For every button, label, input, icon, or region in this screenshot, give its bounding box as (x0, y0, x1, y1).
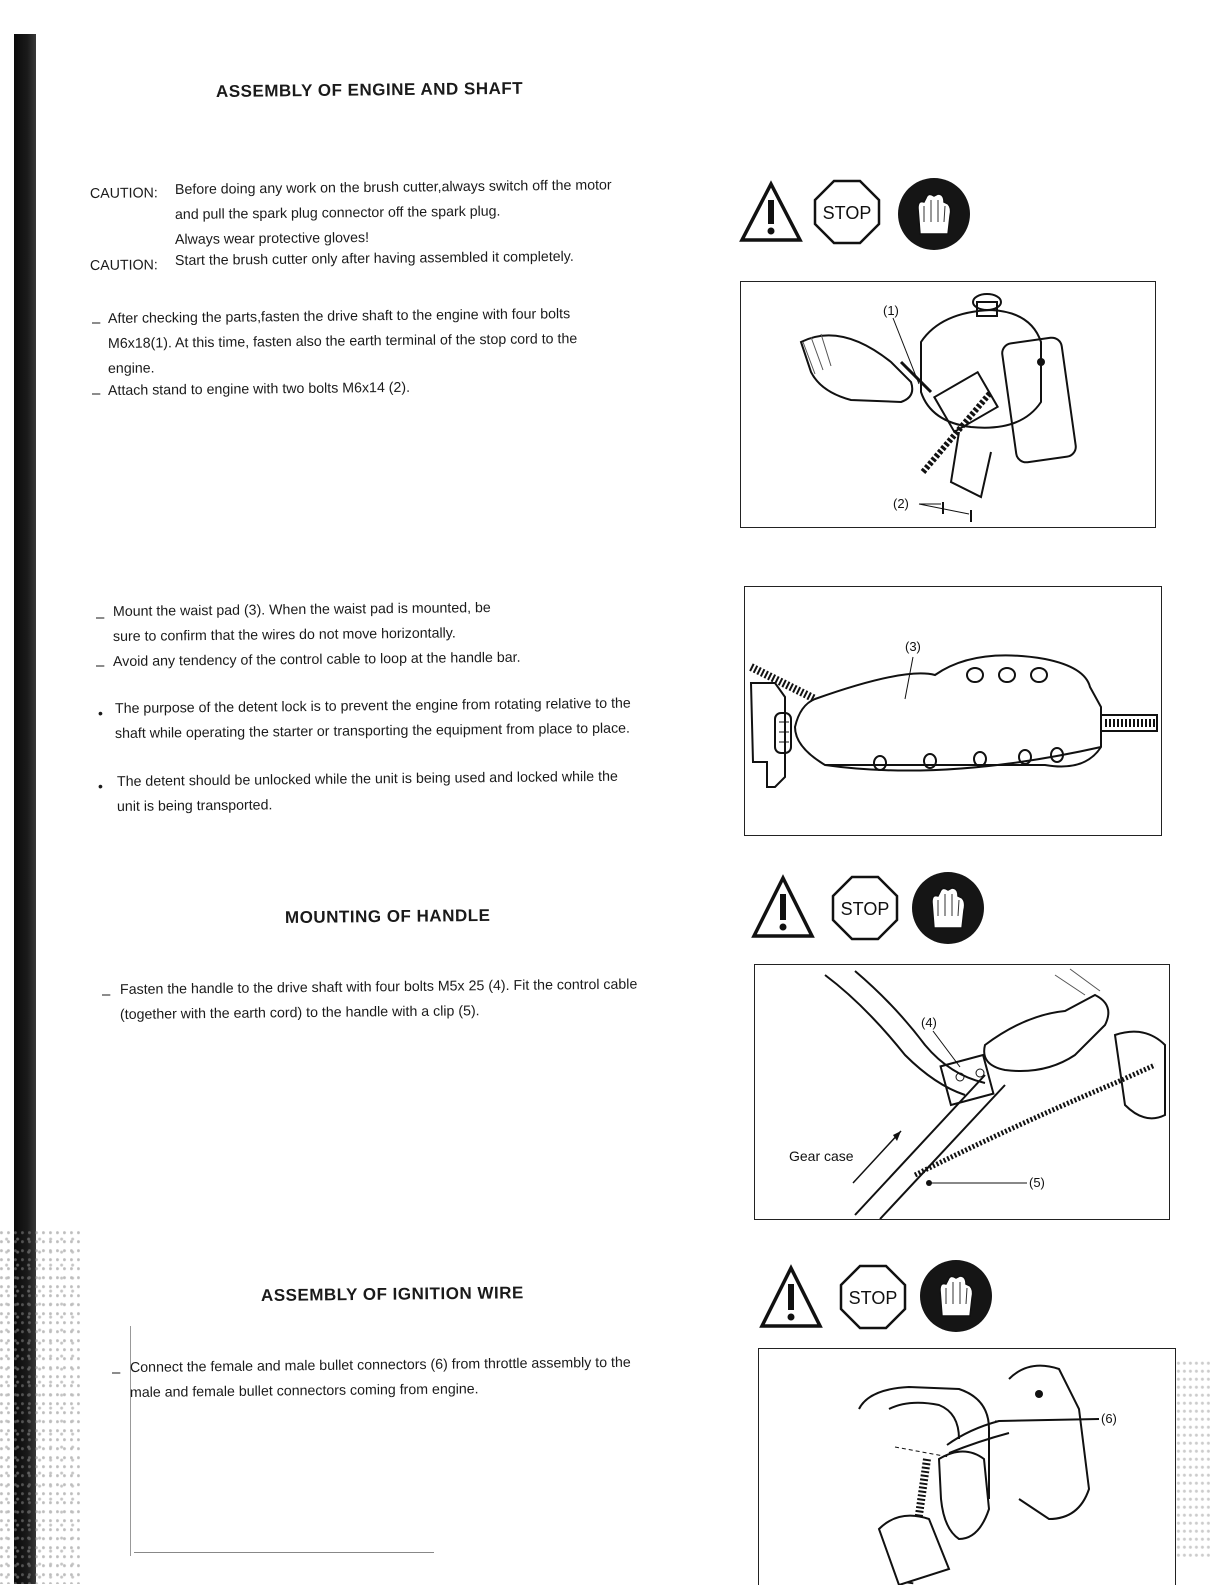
warning-triangle-icon (742, 184, 800, 240)
section-title-engine-shaft: ASSEMBLY OF ENGINE AND SHAFT (215, 78, 524, 101)
bleed-through-line (134, 1552, 434, 1553)
list-bullet: • (98, 778, 103, 794)
list-dash: – (96, 609, 105, 626)
gloves-icon (920, 1260, 992, 1332)
callout-5: (5) (1029, 1175, 1045, 1190)
stop-label: STOP (840, 899, 890, 919)
step-text: Avoid any tendency of the control cable to loop at the handle bar. (112, 649, 521, 670)
note-text: The purpose of the detent lock is to prevent the engine from rotating relative to the (114, 695, 631, 717)
section-title-handle: MOUNTING OF HANDLE (284, 905, 491, 927)
list-bullet: • (98, 705, 103, 721)
stop-label: STOP (848, 1288, 898, 1308)
callout-1: (1) (883, 303, 899, 318)
warning-triangle-icon (754, 878, 812, 936)
gear-case-label: Gear case (789, 1148, 854, 1164)
safety-icons-row (750, 870, 990, 950)
stop-sign-icon (833, 877, 897, 939)
scan-noise (0, 1230, 80, 1584)
stop-label: STOP (822, 203, 872, 223)
step-text: sure to confirm that the wires do not move horizontally. (112, 625, 456, 645)
callout-3: (3) (905, 639, 921, 654)
note-text: unit is being transported. (116, 797, 273, 815)
caution-label: CAUTION: (89, 185, 158, 202)
section-title-ignition: ASSEMBLY OF IGNITION WIRE (260, 1283, 524, 1305)
step-text: Mount the waist pad (3). When the waist pad is mounted, be (112, 600, 491, 620)
step-text: Connect the female and male bullet connectors (6) from throttle assembly to the (129, 1354, 631, 1376)
stop-sign-icon (841, 1266, 905, 1328)
callout-4: (4) (921, 1015, 937, 1030)
figure-ignition (758, 1348, 1176, 1585)
callout-2: (2) (893, 496, 909, 511)
step-text: engine. (107, 360, 155, 377)
step-text: Attach stand to engine with two bolts M6x14 (2). (107, 379, 411, 399)
stop-sign-icon (815, 181, 879, 243)
step-text: Fasten the handle to the drive shaft with four bolts M5x 25 (4). Fit the control cable (119, 976, 638, 998)
list-dash: – (102, 986, 111, 1003)
safety-icons-row (758, 1258, 998, 1338)
figure-waist-pad (744, 586, 1162, 836)
figure-engine-shaft (740, 281, 1156, 528)
step-text: male and female bullet connectors coming from engine. (129, 1381, 479, 1401)
figure-handle (754, 964, 1170, 1220)
list-dash: – (112, 1364, 121, 1381)
caution-text: Always wear protective gloves! (174, 229, 370, 248)
caution-text: and pull the spark plug connector off the spark plug. (174, 203, 501, 223)
list-dash: – (92, 314, 101, 331)
step-text: (together with the earth cord) to the handle with a clip (5). (119, 1003, 480, 1023)
caution-label: CAUTION: (89, 257, 158, 274)
step-text: After checking the parts,fasten the drive shaft to the engine with four bolts (107, 306, 571, 327)
list-dash: – (96, 657, 105, 674)
caution-text: Before doing any work on the brush cutter,always switch off the motor (174, 177, 612, 198)
gloves-icon (912, 872, 984, 944)
callout-6: (6) (1101, 1411, 1117, 1426)
note-text: shaft while operating the starter or transporting the equipment from place to place. (114, 720, 631, 742)
note-text: The detent should be unlocked while the unit is being used and locked while the (116, 768, 618, 790)
gloves-icon (898, 178, 970, 250)
warning-triangle-icon (762, 1268, 820, 1326)
list-dash: – (92, 385, 101, 402)
caution-text: Start the brush cutter only after having assembled it completely. (174, 248, 574, 269)
step-text: M6x18(1). At this time, fasten also the earth terminal of the stop cord to the (107, 331, 578, 352)
safety-icons-row (738, 176, 978, 256)
scan-noise-right (1170, 1360, 1210, 1560)
